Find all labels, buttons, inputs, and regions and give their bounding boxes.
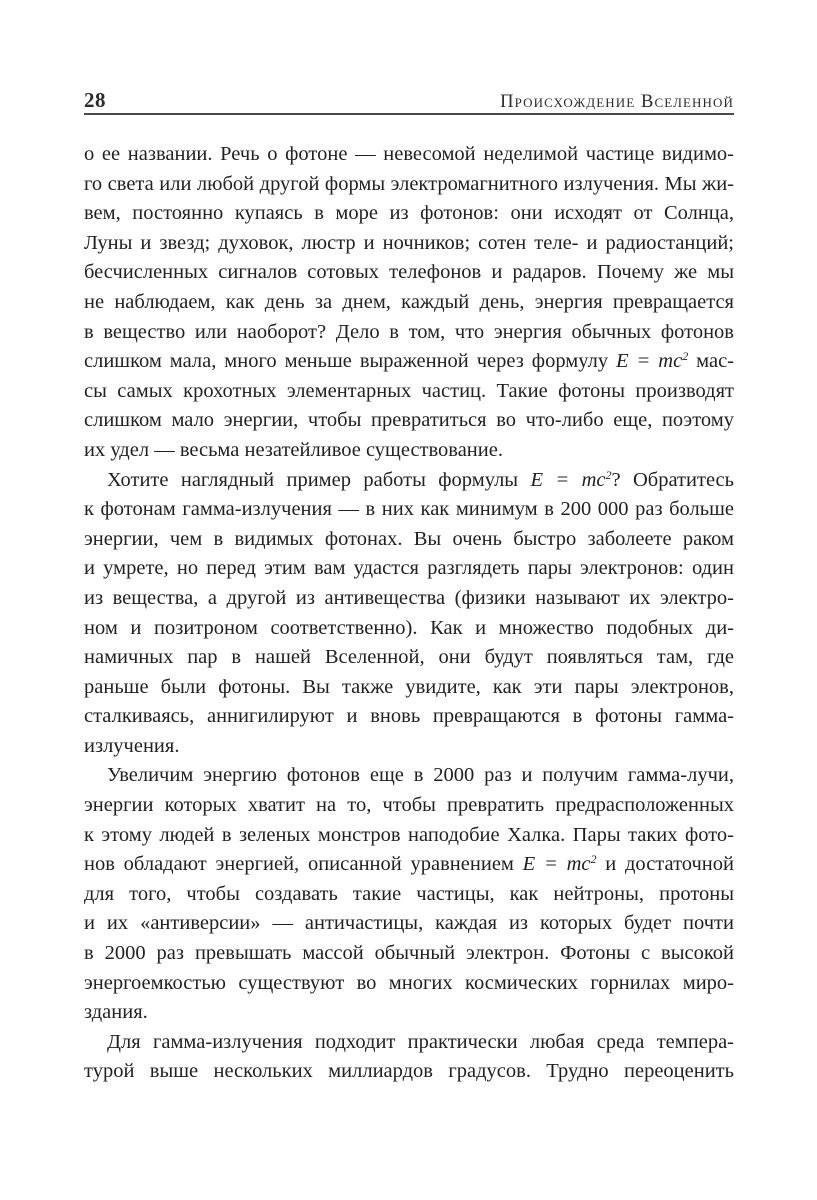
text-line [84, 909, 734, 939]
text-line [84, 821, 734, 851]
text-line [84, 673, 734, 703]
text-line [84, 732, 734, 762]
text-run: к этому людей в зеленых монстров наподобие Халка. Пары таких фото- [84, 823, 734, 846]
formula-run: E = mc [530, 468, 606, 491]
text-line [84, 702, 734, 732]
text-run: раньше были фотоны. Вы также увидите, как эти пары электронов, [84, 675, 734, 698]
text-run: ? Обратитесь [611, 468, 734, 491]
text-line [84, 1057, 734, 1087]
text-line [84, 761, 734, 791]
text-line [84, 406, 734, 436]
paragraph [84, 466, 734, 762]
text-line [84, 614, 734, 644]
page-header [84, 88, 734, 113]
text-line [84, 140, 734, 170]
text-run: в вещество или наоборот? Дело в том, что энергия обычных фотонов [84, 320, 734, 343]
text-line [84, 466, 734, 496]
text-line [84, 643, 734, 673]
text-line [84, 939, 734, 969]
text-run: намичных пар в нашей Вселенной, они будут появляться там, где [84, 646, 734, 669]
text-run: энергии, чем в видимых фотонах. Вы очень быстро заболеете раком [84, 527, 734, 550]
paragraph [84, 140, 734, 466]
text-line [84, 791, 734, 821]
text-line [84, 495, 734, 525]
text-run: излучения. [84, 734, 180, 757]
text-run: ном и позитроном соответственно). Как и множество подобных ди- [84, 616, 734, 639]
text-line [84, 199, 734, 229]
text-run: слишком мала, много меньше выраженной через формулу [84, 350, 617, 373]
body-text [84, 140, 734, 1087]
text-line [84, 229, 734, 259]
text-run: Луны и звезд; духовок, люстр и ночников; сотен теле- и радиостанций; [84, 231, 734, 254]
formula-run: E = mc [522, 853, 591, 876]
text-line [84, 525, 734, 555]
text-line [84, 969, 734, 999]
text-line [84, 1028, 734, 1058]
text-run: сталкиваясь, аннигилируют и вновь превращаются в фотоны гамма- [84, 705, 734, 728]
text-run: и умрете, но перед этим вам удастся разглядеть пары электронов: один [84, 557, 734, 580]
text-run: мас- [688, 350, 734, 373]
text-line [84, 436, 734, 466]
text-line [84, 318, 734, 348]
text-line [84, 554, 734, 584]
text-run: их удел — весьма незатейливое существование. [84, 438, 503, 461]
text-run: Хотите наглядный пример работы формулы [107, 468, 531, 491]
text-run: вем, постоянно купаясь в море из фотонов: они исходят от Солнца, [84, 202, 734, 225]
text-line [84, 998, 734, 1028]
text-run: бесчисленных сигналов сотовых телефонов и радаров. Почему же мы [84, 261, 734, 284]
text-run: Для гамма-излучения подходит практически любая среда темпера- [107, 1030, 734, 1053]
text-run: и их «антиверсии» — античастицы, каждая из которых будет почти [84, 912, 734, 935]
text-run: слишком мало энергии, чтобы превратиться во что-либо еще, поэтому [84, 409, 734, 432]
text-line [84, 170, 734, 200]
text-run: турой выше нескольких миллиардов градусов. Трудно переоценить [84, 1060, 734, 1083]
text-run: из вещества, а другой из антивещества (физики называют их электро- [84, 586, 734, 609]
text-run: энергии которых хватит на то, чтобы превратить предрасположенных [84, 794, 734, 817]
text-run: в 2000 раз превышать массой обычный электрон. Фотоны с высокой [84, 942, 734, 965]
text-run: здания. [84, 1001, 148, 1024]
text-line [84, 880, 734, 910]
header-rule [84, 113, 734, 115]
formula-superscript: 2 [590, 852, 597, 867]
formula-run: E = mc [616, 350, 683, 373]
text-line [84, 347, 734, 377]
text-line [84, 288, 734, 318]
text-run: для того, чтобы создавать такие частицы, как нейтроны, протоны [84, 882, 734, 905]
text-run: не наблюдаем, как день за днем, каждый день, энергия превращается [84, 290, 734, 313]
text-run: сы самых крохотных элементарных частиц. Такие фотоны производят [84, 379, 734, 402]
formula-superscript: 2 [682, 349, 689, 364]
running-head: Происхождение Вселенной [500, 92, 734, 112]
paragraph [84, 1028, 734, 1087]
paragraph [84, 761, 734, 1027]
text-run: энергоемкостью существуют во многих космических горнилах миро- [84, 971, 734, 994]
text-line [84, 850, 734, 880]
text-line [84, 258, 734, 288]
text-run: к фотонам гамма-излучения — в них как минимум в 200 000 раз больше [84, 498, 734, 521]
text-run: нов обладают энергией, описанной уравнением [84, 853, 523, 876]
text-line [84, 584, 734, 614]
formula-superscript: 2 [605, 467, 612, 482]
text-run: и достаточной [596, 853, 734, 876]
text-run: Увеличим энергию фотонов еще в 2000 раз и получим гамма-лучи, [107, 764, 734, 787]
text-run: го света или любой другой формы электромагнитного излучения. Мы жи- [84, 172, 734, 195]
text-run: о ее названии. Речь о фотоне — невесомой неделимой частице видимо- [84, 143, 734, 165]
page-number: 28 [84, 88, 106, 112]
text-line [84, 377, 734, 407]
